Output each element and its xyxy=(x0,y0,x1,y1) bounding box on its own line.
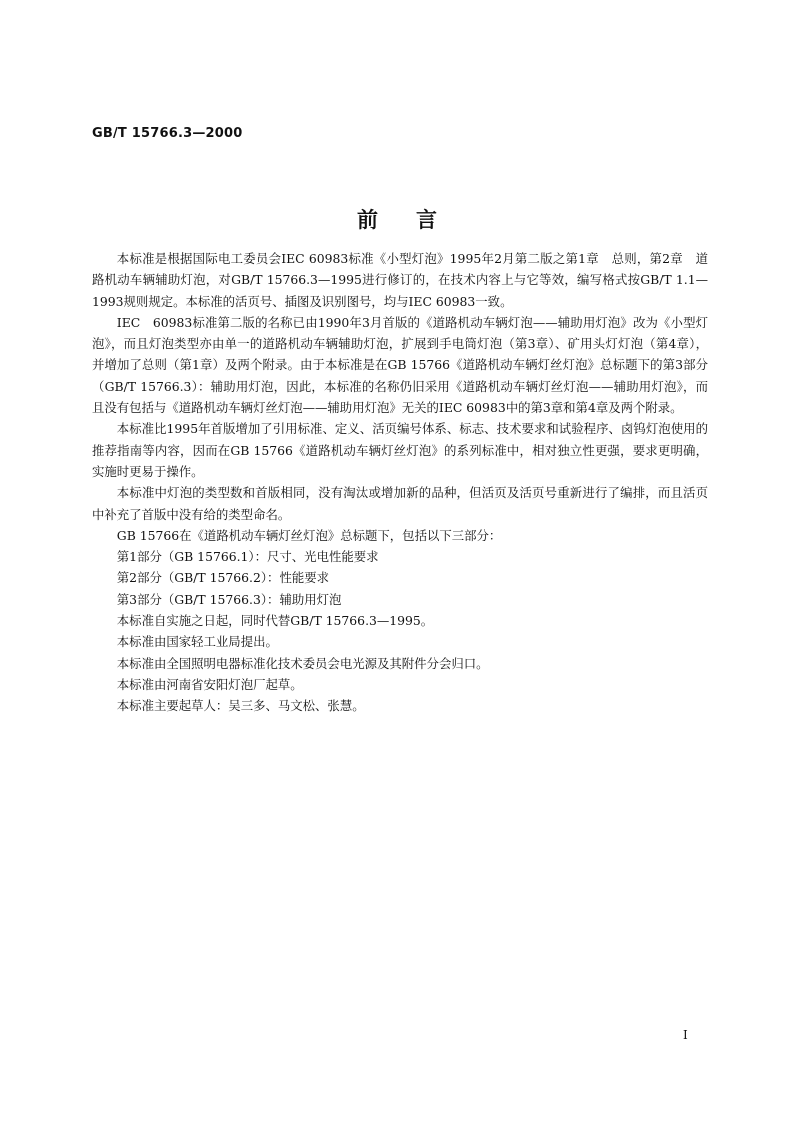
paragraph: 本标准由全国照明电器标准化技术委员会电光源及其附件分会归口。 xyxy=(116,655,489,671)
paragraph: GB 15766在《道路机动车辆灯丝灯泡》总标题下，包括以下三部分： xyxy=(116,527,502,543)
paragraph: 本标准中灯泡的类型数和首版相同，没有淘汰或增加新的品种，但活页及活页号重新进行了编排，而且活页中补充了首版中没有给的类型命名。 xyxy=(92,485,708,522)
paragraph: 本标准主要起草人：吴三多、马文松、张慧。 xyxy=(116,698,365,714)
paragraph: 本标准是根据国际电工委员会IEC 60983标准《小型灯泡》1995年2月第二版之第1章 总则，第2章 道路机动车辆辅助灯泡，对GB/T 15766.3—1995进行修订的，在技术内容上与它等效，编写格式按GB/T 1.1—1993规则规定。本标准的活页号、插图及识别图号，均与IEC 60983一致。 xyxy=(92,251,708,309)
foreword-body xyxy=(92,248,708,717)
page-number: I xyxy=(683,1028,688,1042)
paragraph: 本标准比1995年首版增加了引用标准、定义、活页编号体系、标志、技术要求和试验程序、卤钨灯泡使用的推荐指南等内容，因而在GB 15766《道路机动车辆灯丝灯泡》的系列标准中，相对独立性更强，要求更明确，实施时更易于操作。 xyxy=(92,421,708,479)
list-item: 第1部分（GB 15766.1）：尺寸、光电性能要求 xyxy=(116,549,379,565)
paragraph: 本标准由河南省安阳灯泡厂起草。 xyxy=(116,676,303,692)
list-item: 第2部分（GB/T 15766.2）：性能要求 xyxy=(116,570,330,586)
standard-code: GB/T 15766.3—2000 xyxy=(92,126,243,141)
page-title: 前言 xyxy=(357,207,475,232)
paragraph: 本标准由国家轻工业局提出。 xyxy=(116,634,278,650)
paragraph: 本标准自实施之日起，同时代替GB/T 15766.3—1995。 xyxy=(116,613,434,629)
paragraph: IEC 60983标准第二版的名称已由1990年3月首版的《道路机动车辆灯泡——辅助用灯泡》改为《小型灯泡》，而且灯泡类型亦由单一的道路机动车辆辅助灯泡，扩展到手电筒灯泡（第3章）、矿用头灯灯泡（第4章），并增加了总则（第1章）及两个附录。由于本标准是在GB 15766《道路机动车辆灯丝灯泡》总标题下的第3部分（GB/T 15766.3）：辅助用灯泡，因此，本标准的名称仍旧采用《道路机动车辆灯丝灯泡——辅助用灯泡》，而且没有包括与《道路机动车辆灯丝灯泡——辅助用灯泡》无关的IEC 60983中的第3章和第4章及两个附录。 xyxy=(92,314,708,416)
list-item: 第3部分（GB/T 15766.3）：辅助用灯泡 xyxy=(116,591,342,607)
